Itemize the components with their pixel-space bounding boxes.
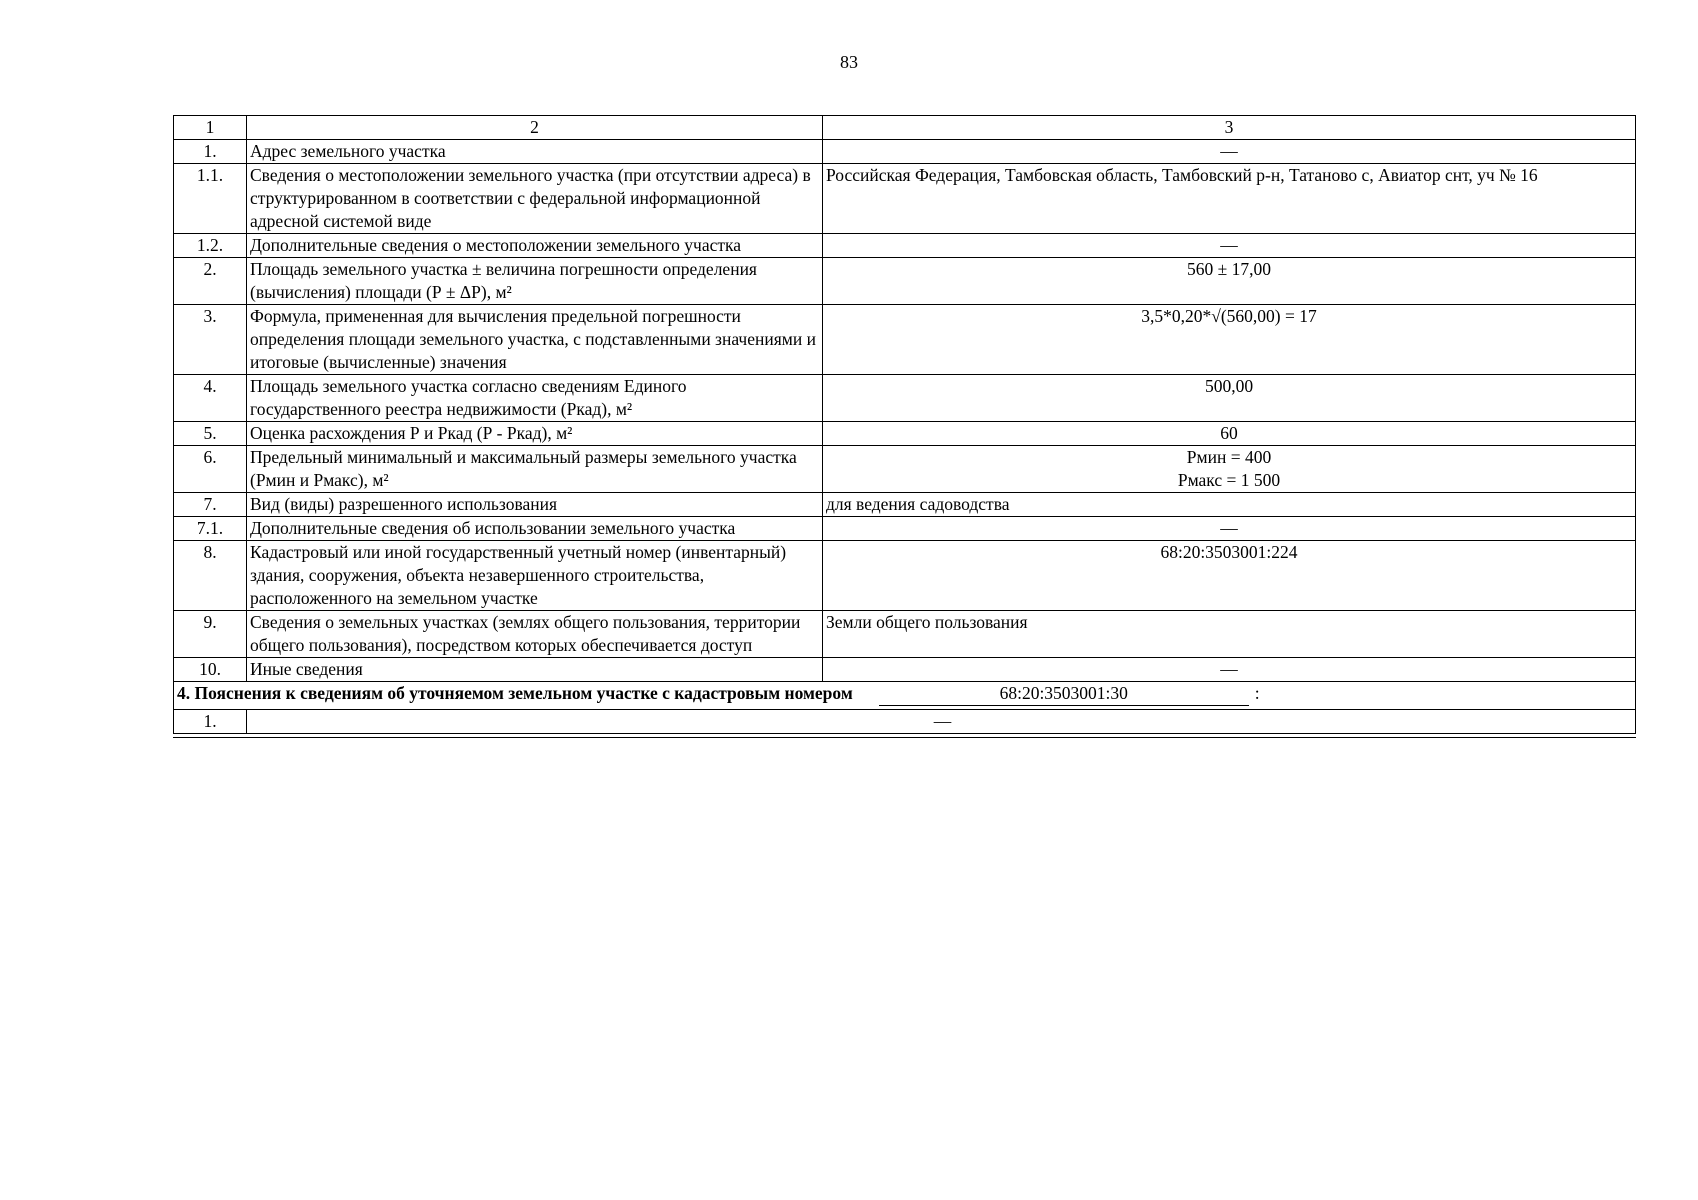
row-value: 68:20:3503001:224 (823, 541, 1636, 611)
table-row (174, 541, 1636, 611)
row-value: 60 (823, 422, 1636, 446)
table-row (174, 611, 1636, 658)
header-col-1: 1 (174, 116, 247, 140)
max-area-value: Рмакс = 1 500 (1177, 470, 1281, 490)
row-value: 500,00 (823, 375, 1636, 422)
row-label: Вид (виды) разрешенного использования (247, 493, 823, 517)
row-value (823, 446, 1636, 493)
row-label: Площадь земельного участка согласно сведениям Единого государственного реестра недвижимости (Ркад), м² (247, 375, 823, 422)
land-plot-info-table (173, 115, 1636, 734)
table-row (174, 422, 1636, 446)
table-row (174, 658, 1636, 682)
row-number: 10. (174, 658, 247, 682)
row-number: 5. (174, 422, 247, 446)
section-4-cadastral-number: 68:20:3503001:30 (879, 682, 1249, 706)
table-row (174, 305, 1636, 375)
row-number: 3. (174, 305, 247, 375)
row-label: Кадастровый или иной государственный учетный номер (инвентарный) здания, сооружения, объекта незавершенного строительства, расположенного на земельном участке (247, 541, 823, 611)
row-number: 2. (174, 258, 247, 305)
table-row (174, 710, 1636, 734)
row-label: Адрес земельного участка (247, 140, 823, 164)
section-4-colon: : (1254, 683, 1260, 703)
row-number: 7.1. (174, 517, 247, 541)
row-label: Дополнительные сведения о местоположении земельного участка (247, 234, 823, 258)
section-4-title: 4. Пояснения к сведениям об уточняемом земельном участке с кадастровым номером (177, 683, 853, 703)
row-label: Иные сведения (247, 658, 823, 682)
row-value: — (823, 140, 1636, 164)
min-area-value: Рмин = 400 (1186, 447, 1272, 467)
header-col-2: 2 (247, 116, 823, 140)
row-label: Оценка расхождения Р и Ркад (Р - Ркад), м² (247, 422, 823, 446)
row-value: — (823, 517, 1636, 541)
page-number: 83 (840, 52, 858, 72)
table-row (174, 234, 1636, 258)
table-row (174, 140, 1636, 164)
row-number: 8. (174, 541, 247, 611)
row-value: 560 ± 17,00 (823, 258, 1636, 305)
row-value: для ведения садоводства (823, 493, 1636, 517)
row-value: — (823, 234, 1636, 258)
table-row (174, 164, 1636, 234)
row-number: 4. (174, 375, 247, 422)
row-label: Формула, примененная для вычисления предельной погрешности определения площади земельного участка, с подставленными значениями и итоговые (вычисленные) значения (247, 305, 823, 375)
header-col-3: 3 (823, 116, 1636, 140)
table-row (174, 258, 1636, 305)
row-number: 1. (174, 710, 247, 734)
row-number: 6. (174, 446, 247, 493)
row-value: Российская Федерация, Тамбовская область, Тамбовский р-н, Татаново с, Авиатор снт, уч № 16 (823, 164, 1636, 234)
row-label: Площадь земельного участка ± величина погрешности определения (вычисления) площади (Р ± ΔР), м² (247, 258, 823, 305)
table-bottom-rule (173, 737, 1636, 738)
row-value: 3,5*0,20*√(560,00) = 17 (823, 305, 1636, 375)
row-value: — (247, 710, 1636, 734)
row-value: — (823, 658, 1636, 682)
row-label: Сведения о местоположении земельного участка (при отсутствии адреса) в структурированном в соответствии с федеральной информационной адресной системой виде (247, 164, 823, 234)
table-row (174, 446, 1636, 493)
row-number: 1.2. (174, 234, 247, 258)
row-value: Земли общего пользования (823, 611, 1636, 658)
row-number: 1.1. (174, 164, 247, 234)
section-4-header (174, 682, 1636, 710)
row-number: 7. (174, 493, 247, 517)
row-number: 9. (174, 611, 247, 658)
table-header-row (174, 116, 1636, 140)
table-row (174, 493, 1636, 517)
row-label: Предельный минимальный и максимальный размеры земельного участка (Рмин и Рмакс), м² (247, 446, 823, 493)
table-row (174, 375, 1636, 422)
row-label: Дополнительные сведения об использовании земельного участка (247, 517, 823, 541)
table-row (174, 517, 1636, 541)
section-4-header-row (174, 682, 1636, 710)
row-label: Сведения о земельных участках (землях общего пользования, территории общего пользования), посредством которых обеспечивается доступ (247, 611, 823, 658)
row-number: 1. (174, 140, 247, 164)
